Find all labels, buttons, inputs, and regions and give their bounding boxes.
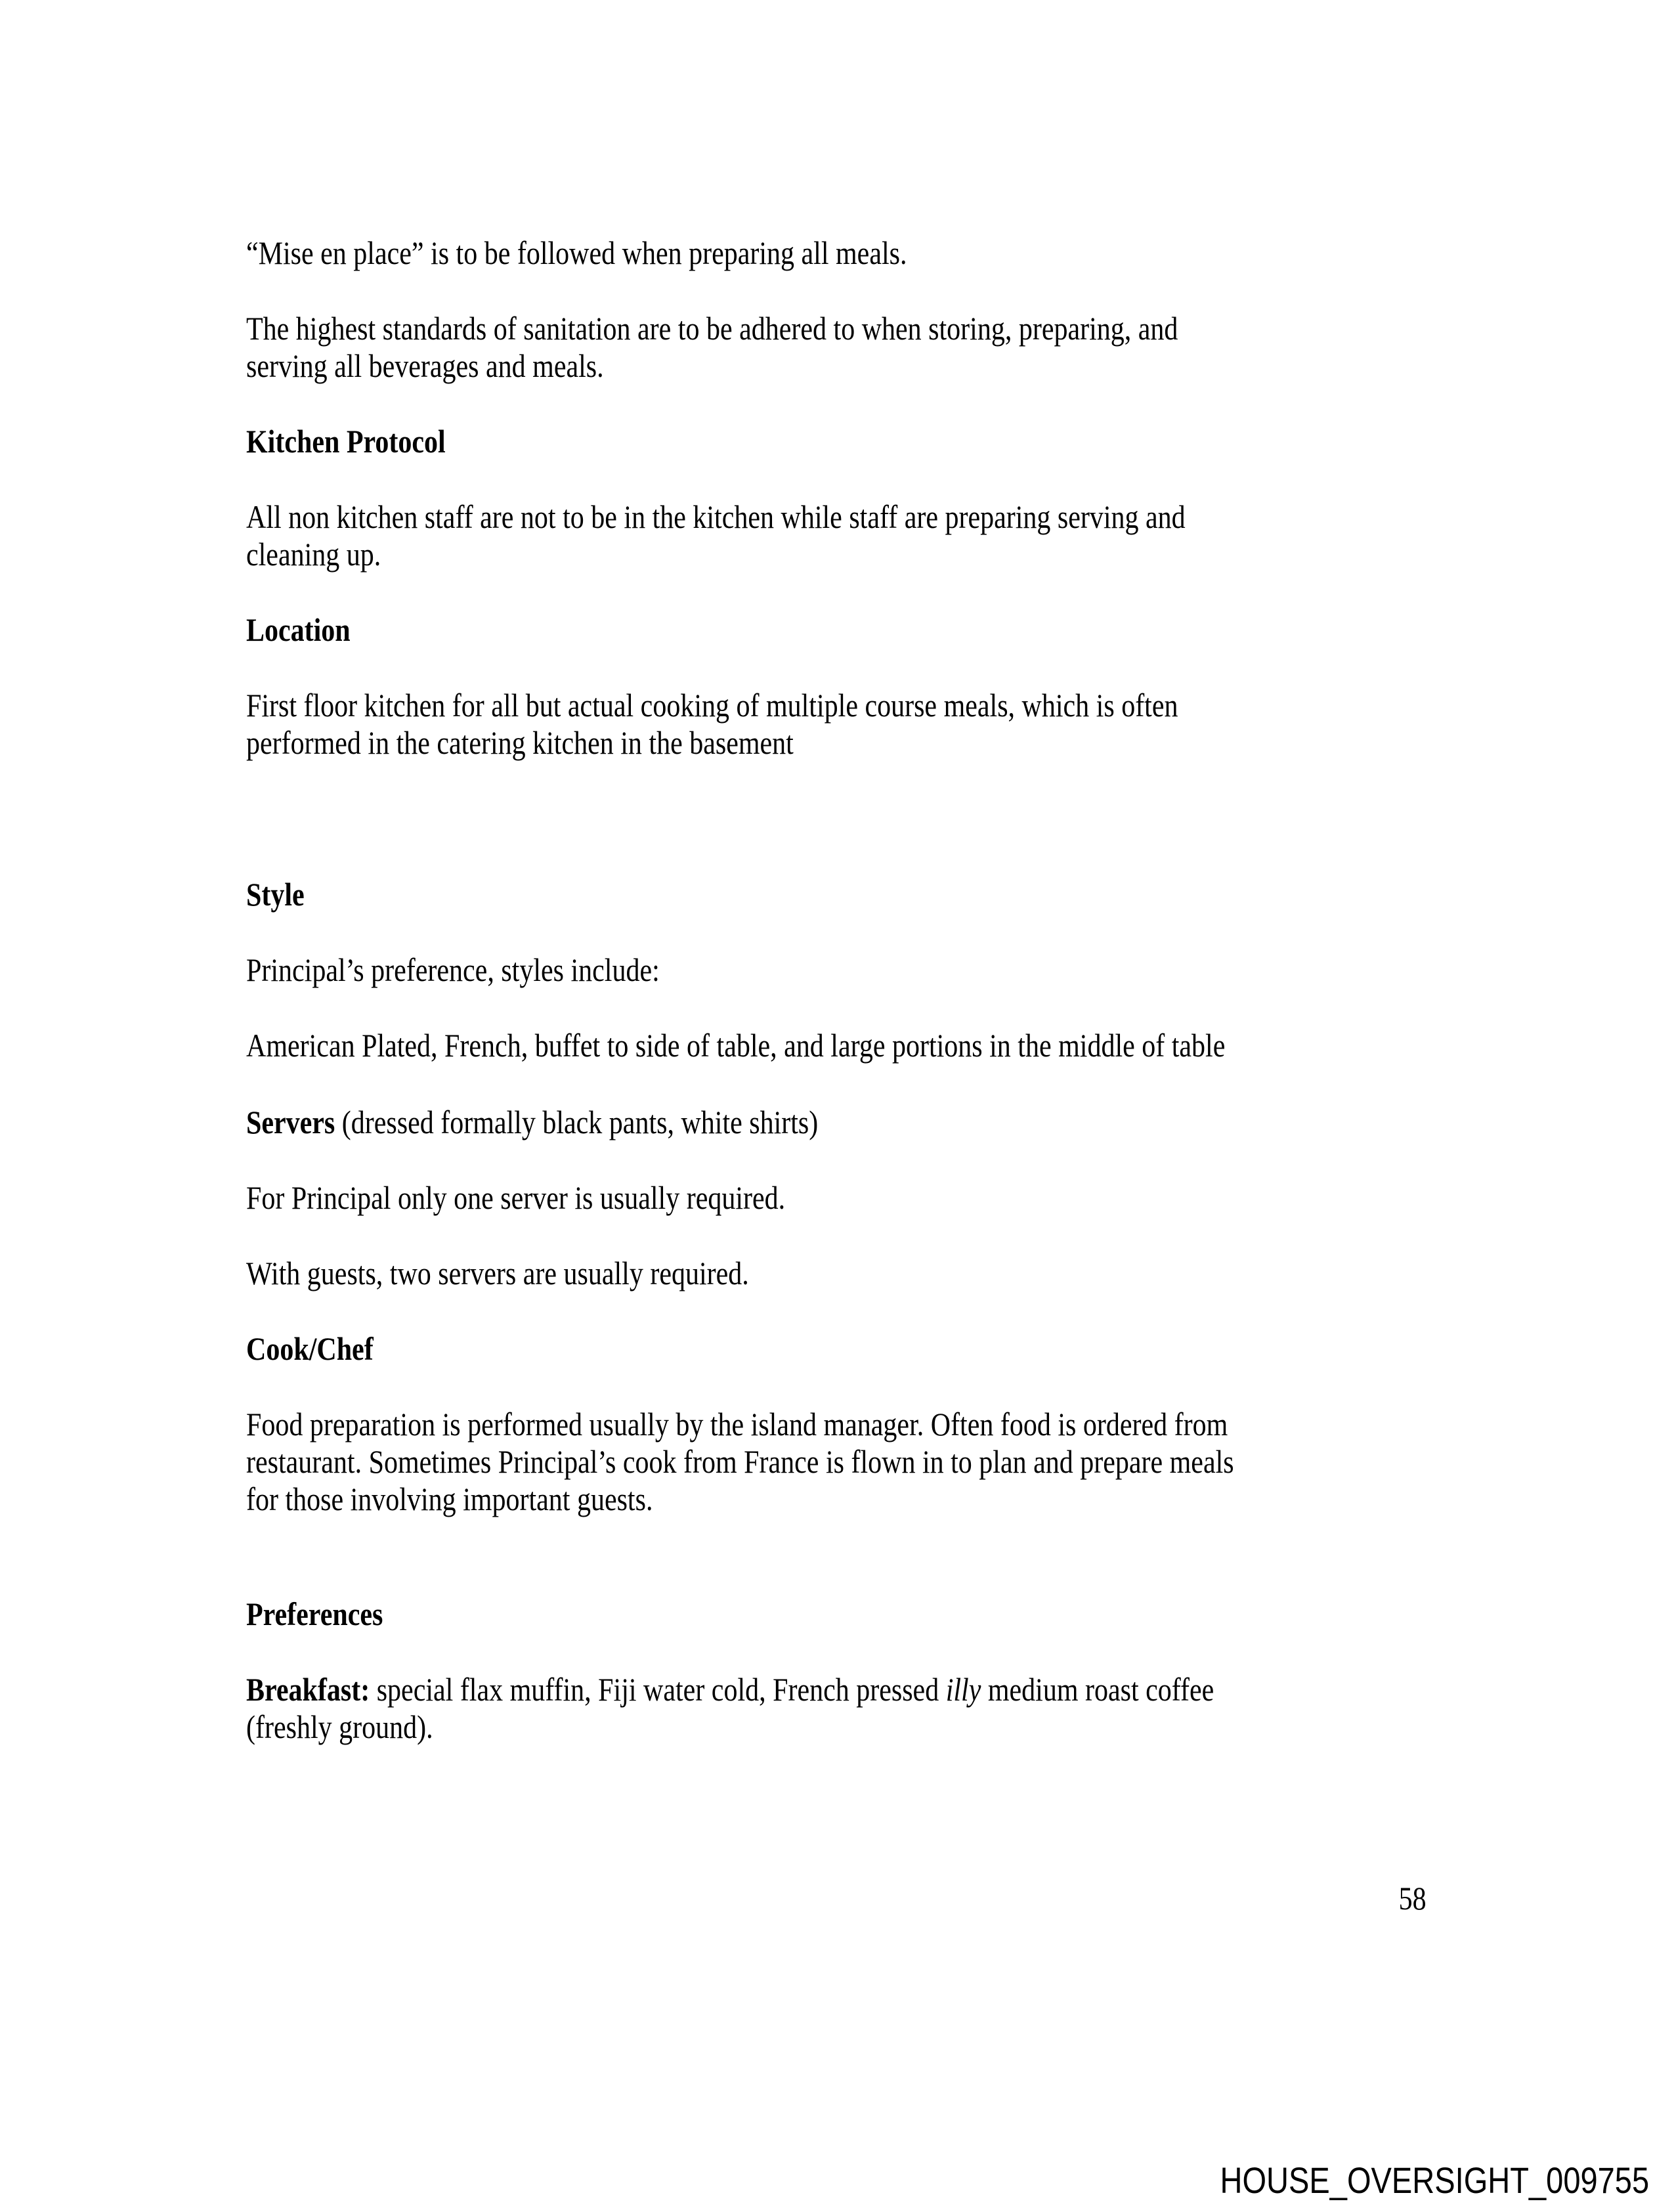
paragraph-line: Principal’s preference, styles include: [246,951,660,988]
paragraph-sanitation [246,310,1427,385]
paragraph-line: restaurant. Sometimes Principal’s cook from France is flown in to plan and prepare meals [246,1443,1234,1480]
heading-cook-chef [246,1330,1427,1368]
paragraph-line: American Plated, French, buffet to side of table, and large portions in the middle of table [246,1027,1226,1064]
page-number: 58 [1398,1880,1427,1917]
paragraph-line: cleaning up. [246,536,381,573]
heading-text: Cook/Chef [246,1330,374,1367]
paragraph-mise-en-place [246,234,1427,272]
heading-kitchen-protocol [246,423,1427,460]
heading-text: Preferences [246,1595,383,1632]
paragraph-line: The highest standards of sanitation are to be adhered to when storing, preparing, and [246,310,1178,347]
paragraph-line: First floor kitchen for all but actual cooking of multiple course meals, which is often [246,687,1178,724]
paragraph-servers-guests [246,1255,1427,1292]
paragraph-line: performed in the catering kitchen in the basement [246,724,794,761]
heading-preferences [246,1595,1427,1633]
paragraph-style-preference [246,951,1427,989]
paragraph-location-body [246,687,1427,762]
paragraph-line: for those involving important guests. [246,1481,653,1517]
breakfast-brand-italic: illy [945,1671,981,1708]
paragraph-servers [246,1104,1427,1141]
paragraph-breakfast [246,1671,1427,1746]
paragraph-kitchen-staff [246,498,1427,573]
breakfast-label: Breakfast: [246,1671,370,1708]
heading-location [246,611,1427,649]
paragraph-line [246,1671,1427,1708]
breakfast-text: special flax muffin, Fiji water cold, French pressed [370,1671,946,1708]
paragraph-line: Food preparation is performed usually by the island manager. Often food is ordered from [246,1406,1228,1442]
bates-stamp: HOUSE_OVERSIGHT_009755 [1220,2159,1649,2201]
heading-text: Location [246,611,351,648]
servers-label: Servers [246,1104,335,1140]
paragraph-line: For Principal only one server is usually required. [246,1179,786,1216]
paragraph-servers-principal [246,1179,1427,1217]
document-body [246,234,1427,1917]
paragraph-line: (freshly ground). [246,1708,433,1745]
paragraph-cook-body [246,1406,1427,1518]
servers-description: (dressed formally black pants, white shirts) [335,1104,819,1140]
paragraph-style-list [246,1027,1427,1064]
heading-style [246,876,1427,913]
paragraph-line: With guests, two servers are usually required. [246,1255,749,1291]
paragraph-line [246,1104,1427,1141]
paragraph-line: “Mise en place” is to be followed when preparing all meals. [246,234,907,271]
heading-text: Style [246,876,305,913]
breakfast-text: medium roast coffee [981,1671,1214,1708]
heading-text: Kitchen Protocol [246,423,446,460]
paragraph-line: All non kitchen staff are not to be in the kitchen while staff are preparing serving and [246,498,1186,535]
paragraph-line: serving all beverages and meals. [246,347,604,384]
